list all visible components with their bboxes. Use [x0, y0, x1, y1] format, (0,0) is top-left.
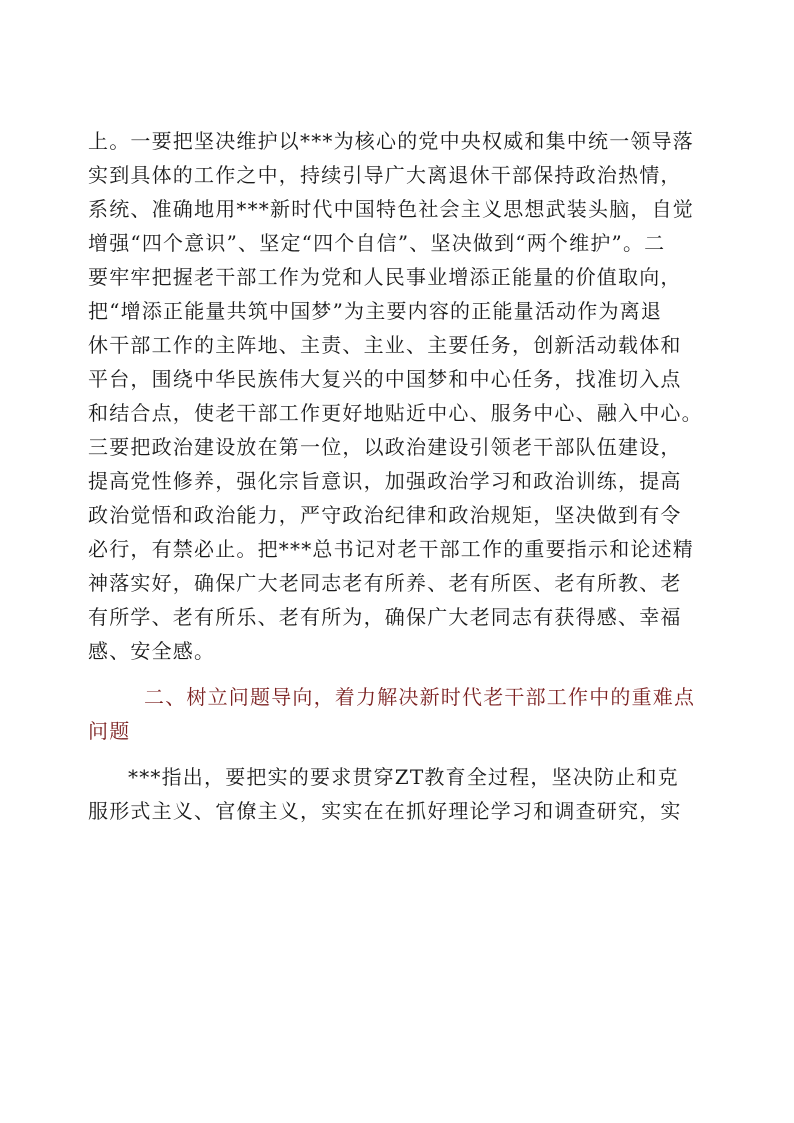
text-line: 必行，有禁必止。把***总书记对老干部工作的重要指示和论述精 [88, 537, 694, 561]
text-line: ***指出，要把实的要求贯穿ZT教育全过程，坚决防止和克 [128, 765, 679, 789]
text-line: 服形式主义、官僚主义，实实在在抓好理论学习和调查研究，实 [88, 799, 682, 823]
body-paragraph [88, 124, 708, 668]
paragraph-spacer [88, 748, 708, 760]
heading-line: 二、树立问题导向，着力解决新时代老干部工作中的重难点 [144, 685, 696, 709]
document-page [88, 124, 708, 828]
text-line: 政治觉悟和政治能力，严守政治纪律和政治规矩，坚决做到有令 [88, 503, 682, 527]
text-line: 三要把政治建设放在第一位，以政治建设引领老干部队伍建设， [88, 435, 682, 459]
text-line: 提高党性修养，强化宗旨意识，加强政治学习和政治训练，提高 [88, 469, 682, 493]
text-line: 和结合点，使老干部工作更好地贴近中心、服务中心、融入中心。 [88, 401, 703, 425]
body-paragraph [88, 760, 708, 828]
text-line: 平台，围绕中华民族伟大复兴的中国梦和中心任务，找准切入点 [88, 367, 682, 391]
text-line: 神落实好，确保广大老同志老有所养、老有所医、老有所教、老 [88, 571, 682, 595]
text-line: 休干部工作的主阵地、主责、主业、主要任务，创新活动载体和 [88, 333, 682, 357]
text-line: 实到具体的工作之中，持续引导广大离退休干部保持政治热情， [88, 163, 682, 187]
text-line: 把“增添正能量共筑中国梦”为主要内容的正能量活动作为离退 [88, 299, 663, 323]
heading-line: 问题 [88, 719, 131, 743]
text-line: 有所学、老有所乐、老有所为，确保广大老同志有获得感、幸福 [88, 605, 682, 629]
text-line: 感、安全感。 [88, 639, 216, 663]
text-line: 上。一要把坚决维护以***为核心的党中央权威和集中统一领导落 [88, 129, 694, 153]
text-line: 要牢牢把握老干部工作为党和人民事业增添正能量的价值取向， [88, 265, 682, 289]
text-line: 系统、准确地用***新时代中国特色社会主义思想武装头脑，自觉 [88, 197, 694, 221]
paragraph-spacer [88, 668, 708, 680]
text-line: 增强“四个意识”、坚定“四个自信”、坚决做到“两个维护”。二 [88, 231, 666, 255]
section-heading [88, 680, 708, 748]
